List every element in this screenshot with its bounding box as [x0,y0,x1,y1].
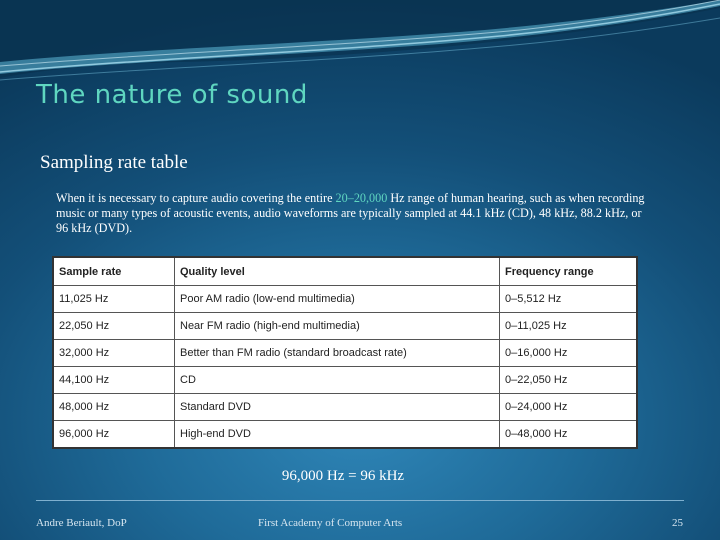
frequency-range-cell: 0–22,050 Hz [500,367,638,394]
column-header-frequency-range: Frequency range [500,257,638,286]
sample-rate-cell: 32,000 Hz [53,340,175,367]
quality-level-cell: Poor AM radio (low-end multimedia) [175,286,500,313]
frequency-range-cell: 0–5,512 Hz [500,286,638,313]
quality-level-cell: Better than FM radio (standard broadcast rate) [175,340,500,367]
conversion-note: 96,000 Hz = 96 kHz [281,468,405,484]
footer-organization: First Academy of Computer Arts [258,517,403,529]
frequency-range-cell: 0–24,000 Hz [500,394,638,421]
sample-rate-cell: 11,025 Hz [53,286,175,313]
frequency-range-cell: 0–11,025 Hz [500,313,638,340]
quality-level-cell: High-end DVD [175,421,500,449]
quality-level-cell: Standard DVD [175,394,500,421]
footer-author: Andre Beriault, DoP [36,517,127,529]
column-header-sample-rate: Sample rate [53,257,175,286]
table-row [53,421,637,449]
sample-rate-cell: 44,100 Hz [53,367,175,394]
table-row [53,394,637,421]
table-header-row [53,257,637,286]
page-number: 25 [672,517,683,529]
column-header-quality-level: Quality level [175,257,500,286]
sample-rate-cell: 96,000 Hz [53,421,175,449]
slide-title: The nature of sound [36,80,308,110]
frequency-range-cell: 0–16,000 Hz [500,340,638,367]
body-text-highlight: 20–20,000 [335,191,388,205]
body-text-after: Hz range of human hearing, such as when recording music or many types of acoustic events, audio waveforms are typically sampled at 44.1 kHz (CD), 48 kHz, 88.2 kHz, or 96 kHz (DVD). [56,191,645,235]
footer-divider [36,500,684,501]
table-row [53,286,637,313]
quality-level-cell: CD [175,367,500,394]
table-row [53,367,637,394]
sample-rate-cell: 22,050 Hz [53,313,175,340]
slide-subtitle: Sampling rate table [40,152,188,173]
table-row [53,313,637,340]
body-paragraph [56,191,648,236]
quality-level-cell: Near FM radio (high-end multimedia) [175,313,500,340]
body-text-before: When it is necessary to capture audio covering the entire [56,191,336,205]
sampling-rate-table [52,256,638,449]
sample-rate-cell: 48,000 Hz [53,394,175,421]
header-swoosh-decoration [0,0,720,90]
table-row [53,340,637,367]
frequency-range-cell: 0–48,000 Hz [500,421,638,449]
